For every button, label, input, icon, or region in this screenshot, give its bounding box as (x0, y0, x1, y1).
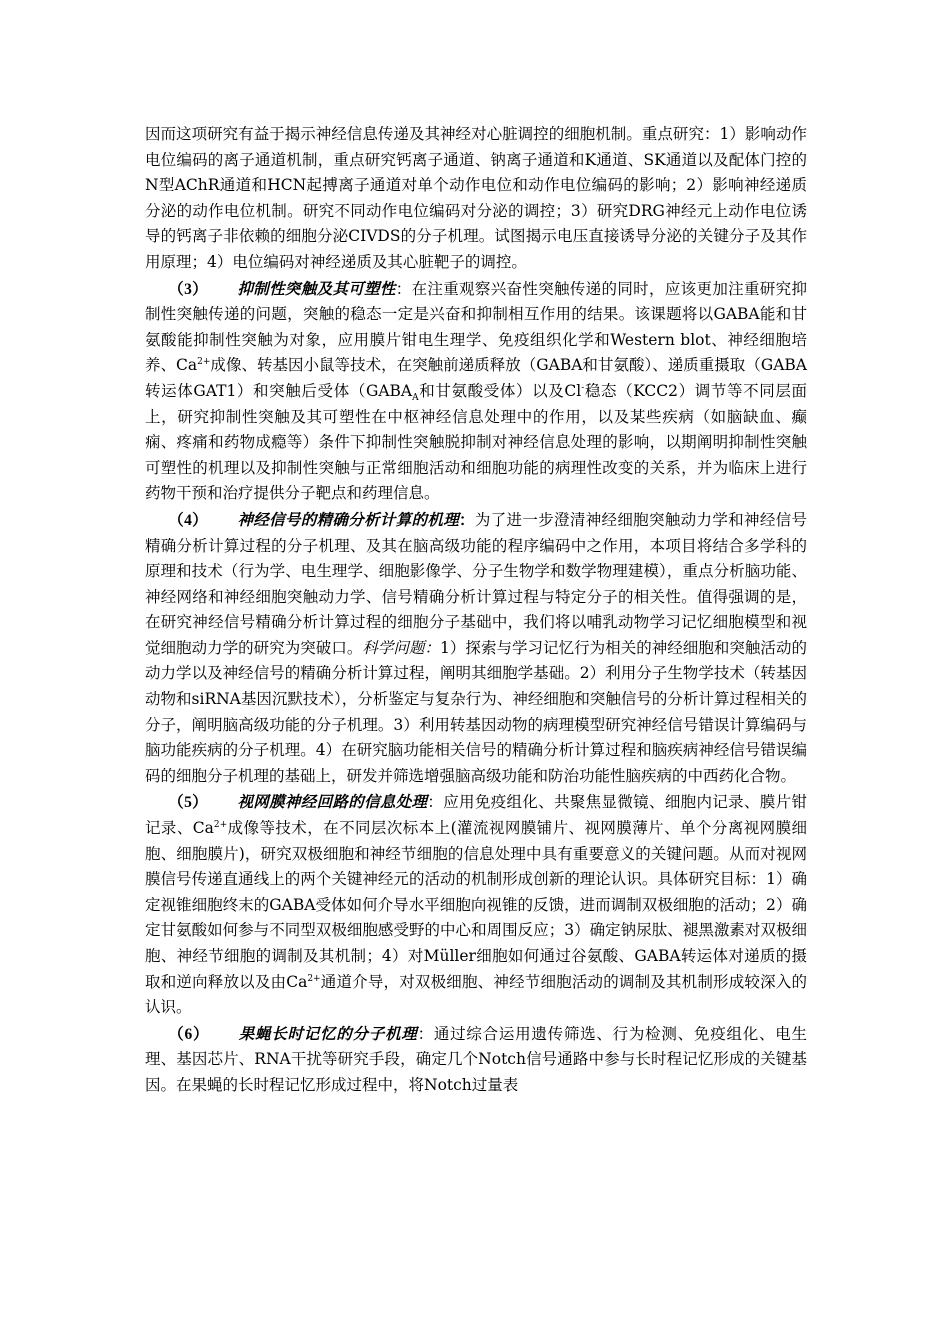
paragraph-text: 因而这项研究有益于揭示神经信息传递及其神经对心脏调控的细胞机制。重点研究：1）影响动作电位编码的离子通道机制，重点研究钙离子通道、钠离子通道和K通道、SK通道以及配体门控的N型AChR通道和HCN起搏离子通道对单个动作电位和动作电位编码的影响；2）影响神经递质分泌的动作电位机制。研究不同动作电位编码对分泌的调控；3）研究DRG神经元上动作电位诱导的钙离子非依赖的细胞分泌CIVDS的分子机理。试图揭示电压直接诱导分泌的关键分子及其作用原理；4）电位编码对神经递质及其心脏靶子的调控。 (145, 125, 807, 271)
subscript: A (412, 393, 419, 404)
section-number: （4） (168, 511, 208, 529)
scientific-questions-label: 科学问题： (362, 638, 441, 657)
paragraph-text: 和甘氨酸受体）以及Cl (418, 381, 582, 400)
superscript: - (581, 382, 585, 393)
paragraph-text: 成像等技术，在不同层次标本上(灌流视网膜铺片、视网膜薄片、单个分离视网膜细胞、细胞膜片)，研究双极细胞和神经节细胞的信息处理中具有重要意义的关键问题。从而对视网膜信号传递直通线上的两个关键神经元的活动的机制形成创新的理论认识。具体研究目标：1）确定视锥细胞终末的GABA受体如何介导水平细胞向视锥的反馈，进而调制双极细胞的活动；2）确定甘氨酸如何参与不同型双极细胞感受野的中心和周围反应；3）确定钠尿肽、褪黑激素对双极细胞、神经节细胞的调制及其机制；4）对Müller细胞如何通过谷氨酸、GABA转运体对递质的摄取和逆向释放以及由Ca (145, 819, 807, 991)
paragraph-inhibitory-synapse (145, 276, 807, 507)
section-heading: 抑制性突触及其可塑性 (237, 278, 396, 298)
superscript: 2+ (213, 819, 228, 830)
superscript: 2+ (197, 357, 211, 368)
paragraph-text: 为了进一步澄清神经细胞突触动力学和神经信号精确分析计算过程的分子机理、及其在脑高级功能的程序编码中之作用，本项目将结合多学科的原理和技术（行为学、电生理学、细胞影像学、分子生物学和数学物理建模），重点分析脑功能、神经网络和神经细胞突触动力学、信号精确分析计算过程与特定分子的相关性。值得强调的是，在研究神经信号精确分析计算过程的细胞分子基础中，我们将以哺乳动物学习记忆细胞模型和视觉细胞动力学的研究为突破口。 (145, 510, 807, 657)
paragraph-text: 成像、转基因小鼠等技术，在突触前递质释放（GABA和甘氨酸）、递质重摄取（GABA转运体GAT1）和突触后受体（GABA (145, 356, 807, 400)
document-body (145, 122, 807, 1099)
paragraph-text: ：通过综合运用遗传筛选、行为检测、免疫组化、电生理、基因芯片、RNA干扰等研究手段，确定几个Notch信号通路中参与长时程记忆形成的关键基因。在果蝇的长时程记忆形成过程中，将Notch过量表 (145, 1024, 807, 1094)
paragraph-text: 1）探索与学习记忆行为相关的神经细胞和突触活动的动力学以及神经信号的精确分析计算过程，阐明其细胞学基础。2）利用分子生物学技术（转基因动物和siRNA基因沉默技术），分析鉴定与复杂行为、神经细胞和突触信号的分析计算过程相关的分子，阐明脑高级功能的分子机理。3）利用转基因动物的病理模型研究神经信号错误计算编码与脑功能疾病的分子机理。4）在研究脑功能相关信号的精确分析计算过程和脑疾病神经信号错误编码的细胞分子机理的基础上，研发并筛选增强脑高级功能和防治功能性脑疾病的中西药化合物。 (145, 638, 807, 785)
section-heading: 果蝇长时记忆的分子机理 (238, 1023, 418, 1043)
superscript: 2+ (307, 973, 321, 984)
heading-colon: ： (459, 509, 475, 529)
section-number: （5） (168, 794, 208, 812)
paragraph-text: 稳态（KCC2）调节等不同层面上，研究抑制性突触及其可塑性在中枢神经信息处理中的作用，以及某些疾病（如脑缺血、癫痫、疼痛和药物成瘾等）条件下抑制性突触脱抑制对神经信息处理的影响，以期阐明抑制性突触可塑性的机理以及抑制性突触与正常细胞活动和细胞功能的病理性改变的关系，并为临床上进行药物干预和治疗提供分子靶点和药理信息。 (145, 381, 807, 503)
section-number: （6） (168, 1025, 210, 1043)
paragraph-text: ：应用免疫组化、共聚焦显微镜、细胞内记录、膜片钳记录、Ca (145, 793, 807, 838)
section-number: （3） (168, 280, 208, 298)
paragraph-neural-computation (145, 507, 807, 790)
paragraph-text: ：在注重观察兴奋性突触传递的同时，应该更加注重研究抑制性突触传递的问题，突触的稳态一定是兴奋和抑制相互作用的结果。该课题将以GABA能和甘氨酸能抑制性突触为对象，应用膜片钳电生理学、免疫组织化学和Western blot、神经细胞培养、Ca (145, 279, 807, 375)
section-heading: 视网膜神经回路的信息处理 (237, 792, 428, 812)
section-heading: 神经信号的精确分析计算的机理 (237, 509, 460, 529)
paragraph-text: 通道介导，对双极细胞、神经节细胞活动的调制及其机制形成较深入的认识。 (145, 972, 807, 1017)
paragraph-drosophila-memory (145, 1021, 807, 1099)
paragraph-retina-circuit (145, 789, 807, 1020)
paragraph-neural-cardiac (145, 122, 807, 276)
